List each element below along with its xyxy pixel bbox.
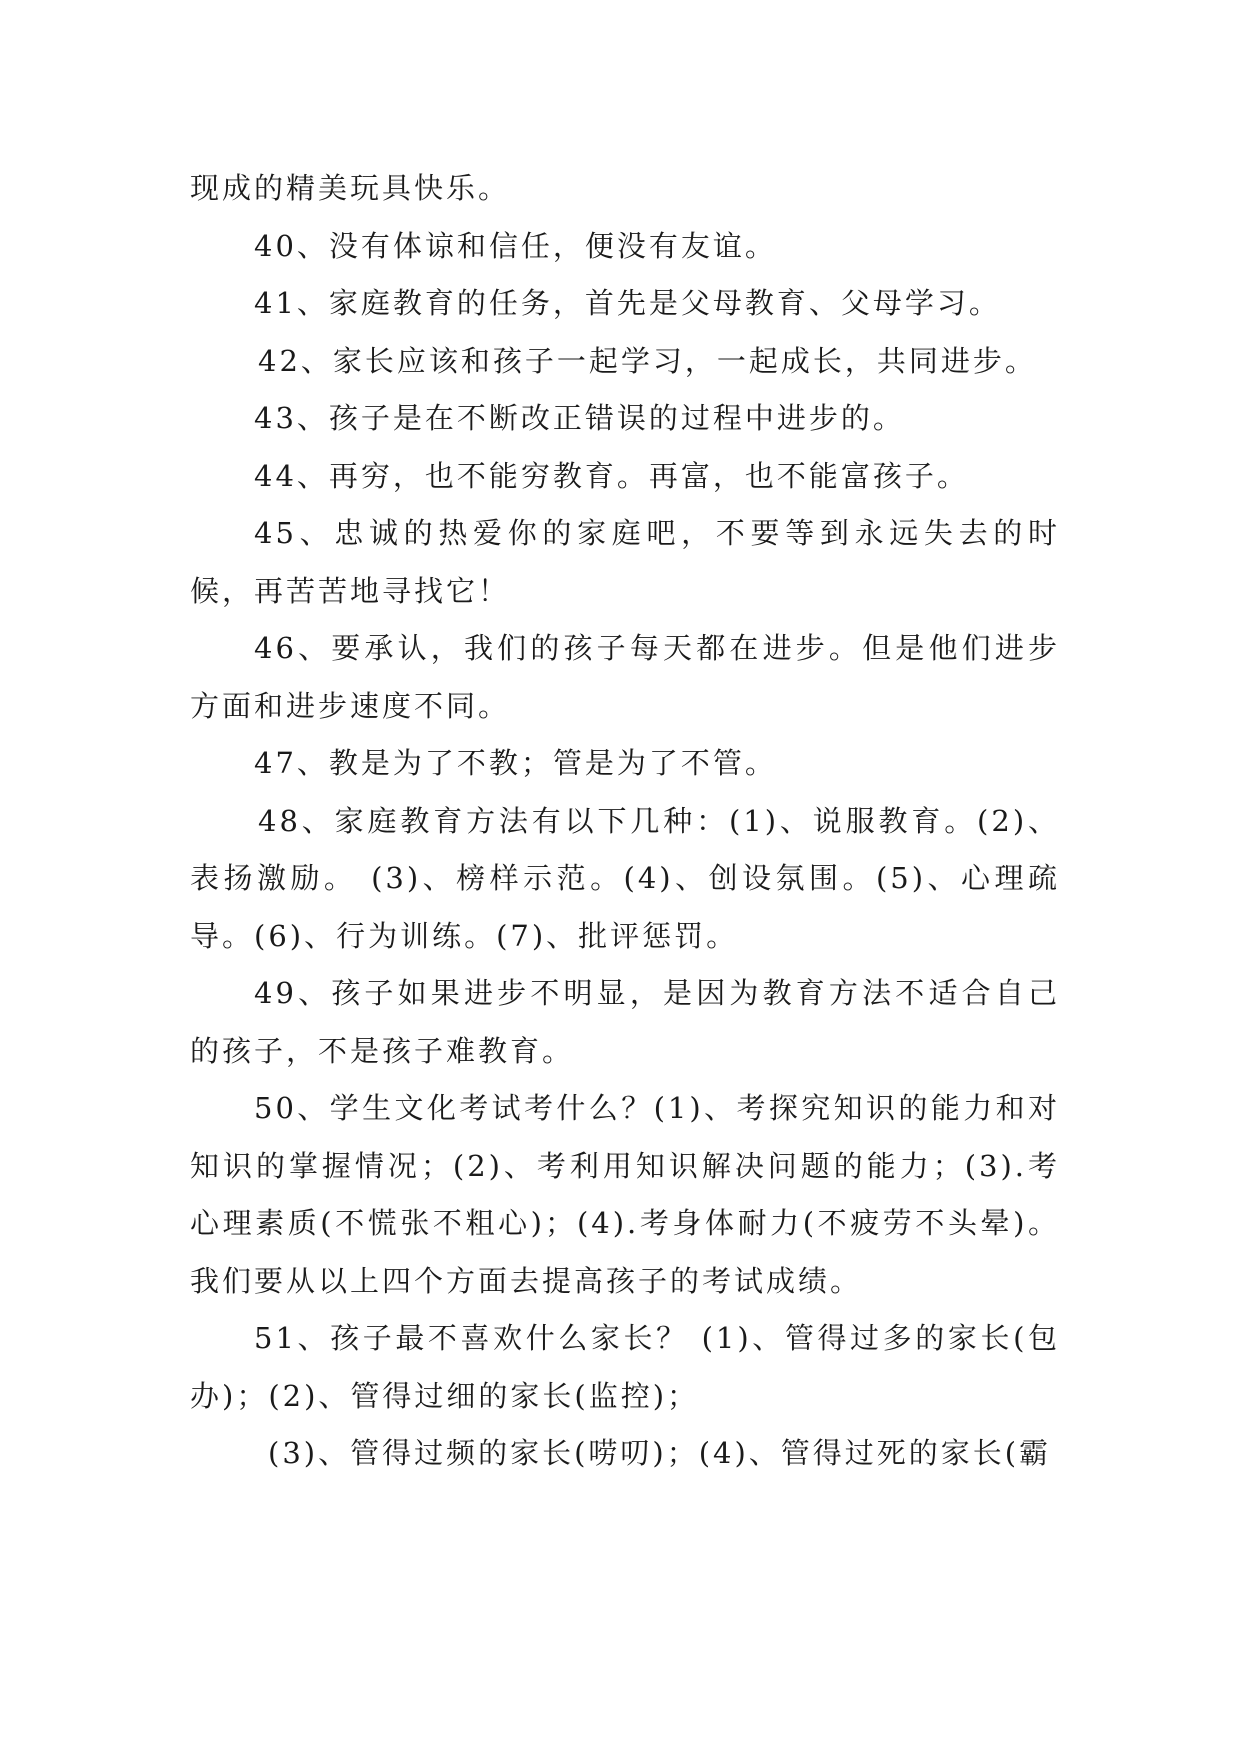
- paragraph-46: 46、要承认，我们的孩子每天都在进步。但是他们进步方面和进步速度不同。: [190, 631, 1060, 723]
- paragraph-49: 49、孩子如果进步不明显，是因为教育方法不适合自己的孩子，不是孩子难教育。: [190, 976, 1060, 1068]
- paragraph-44: 44、再穷，也不能穷教育。再富，也不能富孩子。: [254, 458, 969, 493]
- paragraph-51: 51、孩子最不喜欢什么家长？ (1)、管得过多的家长(包办)；(2)、管得过细的家长(监控)；: [190, 1321, 1060, 1413]
- paragraph-51-continued: (3)、管得过频的家长(唠叨)；(4)、管得过死的家长(霸: [268, 1436, 1052, 1470]
- paragraph-48: 48、家庭教育方法有以下几种：(1)、说服教育。(2)、表扬激励。 (3)、榜样示范。(4)、创设氛围。(5)、心理疏导。(6)、行为训练。(7)、批评惩罚。: [190, 803, 1060, 953]
- paragraph-continuation: 现成的精美玩具快乐。: [190, 171, 511, 205]
- paragraph-43: 43、孩子是在不断改正错误的过程中进步的。: [254, 401, 905, 435]
- paragraph-50: 50、学生文化考试考什么？(1)、考探究知识的能力和对知识的掌握情况；(2)、考利用知识解决问题的能力；(3).考心理素质(不慌张不粗心)；(4).考身体耐力(不疲劳不头晕)。我们要从以上四个方面去提高孩子的考试成绩。: [190, 1091, 1060, 1298]
- paragraph-42: 42、家长应该和孩子一起学习，一起成长，共同进步。: [258, 343, 1037, 378]
- body-text: [190, 160, 1060, 1483]
- paragraph-40: 40、没有体谅和信任，便没有友谊。: [254, 228, 777, 263]
- paragraph-41: 41、家庭教育的任务，首先是父母教育、父母学习。: [254, 286, 1001, 320]
- paragraph-45: 45、忠诚的热爱你的家庭吧，不要等到永远失去的时候，再苦苦地寻找它！: [190, 516, 1060, 608]
- paragraph-47: 47、教是为了不教；管是为了不管。: [254, 746, 777, 780]
